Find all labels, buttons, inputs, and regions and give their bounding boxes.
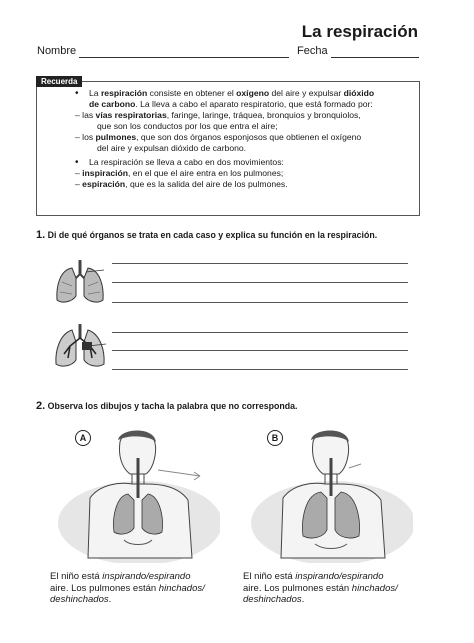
- date-label: Fecha: [297, 45, 328, 57]
- question-1: 1. Di de qué órganos se trata en cada caso y explica su función en la respiración.: [36, 229, 378, 241]
- item-espiracion: – espiración, que es la salida del aire de los pulmones.: [75, 178, 288, 189]
- page-title: La respiración: [301, 22, 418, 41]
- option-hinchados[interactable]: hinchados/: [158, 582, 205, 594]
- option-inspirando-espirando[interactable]: inspirando/espirando: [295, 571, 384, 582]
- name-field[interactable]: [79, 57, 289, 58]
- bullet-respiracion: • La respiración consiste en obtener el oxígeno del aire y expulsar dióxido de carbono. La lleva a cabo el aparato respiratorio, que está formado por:: [75, 88, 405, 110]
- option-deshinchados[interactable]: deshinchados: [50, 594, 109, 606]
- option-deshinchados[interactable]: deshinchados: [243, 594, 302, 606]
- child-breathing-illustration-a: [50, 428, 220, 563]
- answer-line[interactable]: [112, 302, 408, 303]
- answer-line[interactable]: [112, 369, 408, 370]
- answer-line[interactable]: [112, 332, 408, 333]
- option-hinchados[interactable]: hinchados/: [351, 582, 398, 594]
- answer-line[interactable]: [112, 282, 408, 283]
- answer-line[interactable]: [112, 350, 408, 351]
- item-pulmones: – los pulmones, que son dos órganos esponjosos que obtienen el oxígeno: [75, 132, 362, 143]
- figure-b-label: B: [267, 430, 283, 446]
- lungs-illustration: [52, 256, 108, 308]
- bronchi-illustration: [52, 322, 108, 372]
- caption-a: El niño está inspirando/espirando aire. Los pulmones están hinchados/ deshinchados.: [50, 571, 205, 606]
- date-field[interactable]: [331, 57, 419, 58]
- item-inspiracion: – inspiración, en el que el aire entra en los pulmones;: [75, 167, 284, 178]
- question-2: 2. Observa los dibujos y tacha la palabra que no corresponda.: [36, 400, 298, 412]
- bullet-movimientos: • La respiración se lleva a cabo en dos movimientos:: [75, 157, 405, 168]
- name-label: Nombre: [37, 45, 77, 57]
- figure-a-label: A: [75, 430, 91, 446]
- item-vias: – las vías respiratorias, faringe, laringe, tráquea, bronquios y bronquiolos,: [75, 110, 361, 121]
- recuerda-content: • La respiración consiste en obtener el oxígeno del aire y expulsar dióxido de carbono. La lleva a cabo el aparato respiratorio, que está formado por: – las vías respiratorias, faringe, laringe, tráquea, bronquios y bronquiolos, que son los conductos por los que entra el aire; – los pulmones, que son dos órganos esponjosos que obtienen el oxígeno del aire y expulsan dióxido de carbono. • La respiración se lleva a cabo en dos movimientos: – inspiración, en el que el aire entra en los pulmones; – espiración, que es la salida del aire de los pulmones.: [75, 88, 405, 190]
- caption-b: El niño está inspirando/espirando aire. Los pulmones están hinchados/ deshinchados.: [243, 571, 398, 606]
- child-breathing-illustration-b: [243, 428, 413, 563]
- answer-line[interactable]: [112, 263, 408, 264]
- option-inspirando-espirando[interactable]: inspirando/espirando: [102, 571, 191, 582]
- recuerda-tag: Recuerda: [36, 76, 82, 87]
